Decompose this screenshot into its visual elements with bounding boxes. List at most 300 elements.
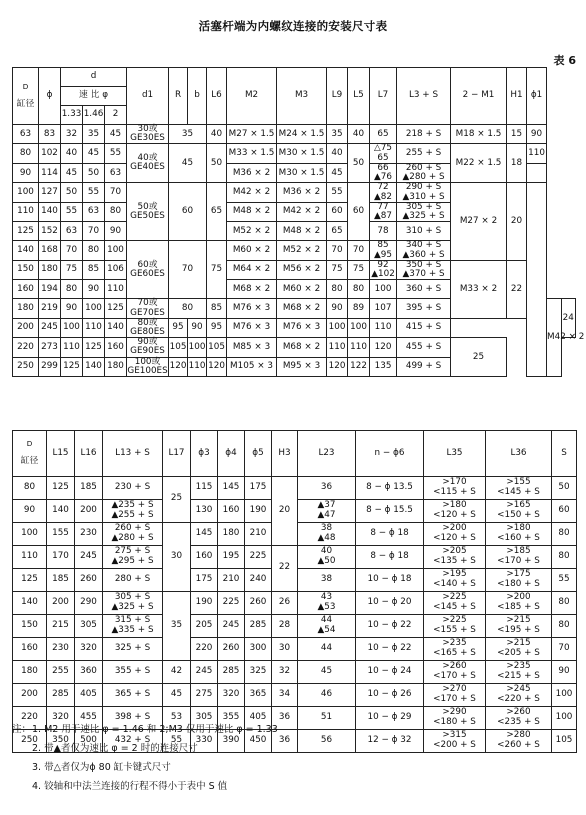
cell: 260: [245, 591, 272, 614]
header-n-phi6: n − ϕ6: [356, 431, 424, 477]
cell: ▲235 + S ▲255 + S: [103, 499, 163, 522]
cell: 10 − ϕ 24: [356, 660, 424, 683]
cell: >200 <185 + S: [486, 591, 552, 614]
cell: >155 <145 + S: [486, 476, 552, 499]
cell: 140: [47, 499, 75, 522]
cell: 405: [75, 683, 103, 706]
cell: 85: [207, 299, 227, 318]
header-L13S: L13 + S: [103, 431, 163, 477]
cell: 135: [370, 357, 397, 376]
cell: [527, 163, 547, 182]
cell: 275: [191, 683, 218, 706]
header-bore: [13, 431, 47, 477]
header-M2: M2: [227, 68, 277, 125]
cell: 100: [105, 241, 127, 260]
cell: 305 + S ▲325 + S: [397, 202, 451, 221]
cell: 35: [169, 125, 207, 144]
cell: 15: [507, 125, 527, 144]
cell: 44 ▲54: [298, 614, 356, 637]
cell: 55: [83, 183, 105, 202]
cell: 80: [105, 202, 127, 221]
cell: 60: [327, 202, 348, 221]
cell: 26: [272, 591, 298, 614]
cell: 63: [83, 202, 105, 221]
cell: 125: [61, 357, 83, 376]
cell: >165 <150 + S: [486, 499, 552, 522]
cell: 22: [272, 545, 298, 591]
cell: 140: [13, 591, 47, 614]
cell: >185 <170 + S: [486, 545, 552, 568]
cell: 80: [348, 280, 370, 299]
cell: 45: [105, 125, 127, 144]
cell: 100: [13, 522, 47, 545]
cell: 200: [47, 591, 75, 614]
table-row: [13, 614, 577, 637]
cell: 395 + S: [397, 299, 451, 318]
cell: 30: [272, 637, 298, 660]
cell: >195 <140 + S: [424, 568, 486, 591]
header-bore: [13, 68, 39, 125]
header-speed-ratio: 速 比 φ: [61, 87, 127, 106]
header-L17: L17: [163, 431, 191, 477]
cell: 390: [218, 729, 245, 752]
cell: 320: [75, 637, 103, 660]
cell: 80: [83, 241, 105, 260]
cell: 80: [552, 522, 577, 545]
header-b: b: [188, 68, 207, 125]
cell: 10 − ϕ 29: [356, 706, 424, 729]
cell: 140: [105, 318, 127, 337]
cell: M68 × 2: [227, 280, 277, 299]
cell: 53: [163, 706, 191, 729]
cell: 130: [191, 499, 218, 522]
cell: 70: [105, 183, 127, 202]
cell: 38 ▲48: [298, 522, 356, 545]
cell: M18 × 1.5: [451, 125, 507, 144]
cell: 180: [105, 357, 127, 376]
cell: 75: [348, 260, 370, 279]
cell: 285: [218, 660, 245, 683]
cell: 45: [327, 163, 348, 182]
cell: 110: [61, 338, 83, 357]
cell: 100: [188, 338, 207, 357]
table-row: [13, 476, 577, 499]
cell: M68 × 2: [277, 299, 327, 318]
cell: 365: [245, 683, 272, 706]
cell: 215: [47, 614, 75, 637]
cell: >180 <120 + S: [424, 499, 486, 522]
cell: 105: [169, 338, 188, 357]
cell: >180 <160 + S: [486, 522, 552, 545]
cell: 260 + S ▲280 + S: [397, 163, 451, 182]
cell: △75 65: [370, 144, 397, 163]
cell: 36: [272, 706, 298, 729]
header-D: D: [26, 439, 33, 449]
cell: 55: [163, 729, 191, 752]
cell: 100: [327, 318, 348, 337]
cell: 42: [163, 660, 191, 683]
cell: 245: [218, 614, 245, 637]
cell: 40: [207, 125, 227, 144]
cell: 125: [47, 476, 75, 499]
note-3: 3. 带△者仅为ϕ 80 缸卡键式尺寸: [32, 762, 171, 773]
cell: 125: [105, 299, 127, 318]
cell: [527, 183, 547, 377]
cell: 110: [13, 202, 39, 221]
cell: 18: [507, 144, 527, 183]
header-L23: L23: [298, 431, 356, 477]
notes: [12, 720, 572, 796]
cell: 40: [348, 125, 370, 144]
cell: 51: [298, 706, 356, 729]
cell: 35: [83, 125, 105, 144]
cell: 250: [13, 729, 47, 752]
cell: M68 × 2: [277, 338, 327, 357]
header-L35: L35: [424, 431, 486, 477]
cell: 310 + S: [397, 222, 451, 241]
cell: 60: [552, 499, 577, 522]
cell: 175: [191, 568, 218, 591]
cell: 22: [507, 260, 527, 318]
cell: 38: [298, 568, 356, 591]
cell: >260 <170 + S: [424, 660, 486, 683]
cell: 60: [348, 183, 370, 241]
cell: 122: [348, 357, 370, 376]
cell: 500: [75, 729, 103, 752]
header-H3: H3: [272, 431, 298, 477]
cell: 350 + S ▲370 + S: [397, 260, 451, 279]
cell: M52 × 2: [277, 241, 327, 260]
cell: 63: [13, 125, 39, 144]
cell: 45: [169, 144, 207, 183]
cell: 150: [13, 260, 39, 279]
cell: 100: [61, 318, 83, 337]
note-1: [12, 720, 572, 739]
cell: 40: [327, 144, 348, 163]
table-row: [13, 545, 577, 568]
cell: 70: [169, 241, 207, 299]
cell: 273: [39, 338, 61, 357]
cell: 280 + S: [103, 568, 163, 591]
cell: 365 + S: [103, 683, 163, 706]
header-M3: M3: [277, 68, 327, 125]
cell: 102: [39, 144, 61, 163]
cell: 190: [191, 591, 218, 614]
cell: 10 − ϕ 22: [356, 614, 424, 637]
cell: >235 <165 + S: [424, 637, 486, 660]
cell: 90: [105, 222, 127, 241]
header-L3S: L3 + S: [397, 68, 451, 125]
header-phi3: ϕ3: [191, 431, 218, 477]
cell: M24 × 1.5: [277, 125, 327, 144]
cell: 30: [163, 522, 191, 591]
cell: 127: [39, 183, 61, 202]
cell: 100: [348, 318, 370, 337]
cell: 230: [47, 637, 75, 660]
cell: 145: [191, 522, 218, 545]
page-title: 活塞杆端为内螺纹连接的安装尺寸表: [198, 19, 388, 33]
cell: 60: [169, 183, 207, 241]
cell: 8 − ϕ 15.5: [356, 499, 424, 522]
table-row: [13, 125, 576, 144]
cell: 90或 GE90ES: [127, 338, 169, 357]
cell: >170 <115 + S: [424, 476, 486, 499]
cell: 55: [61, 202, 83, 221]
cell: 499 + S: [397, 357, 451, 376]
cell: 40 ▲50: [298, 545, 356, 568]
cell: 55: [105, 144, 127, 163]
cell: >315 <200 + S: [424, 729, 486, 752]
table-row: [13, 318, 576, 337]
cell: 110: [527, 144, 547, 163]
cell: 305: [75, 614, 103, 637]
cell: 90: [527, 125, 547, 144]
cell: M76 × 3: [277, 318, 327, 337]
cell: 8 − ϕ 18: [356, 522, 424, 545]
cell: 350: [47, 729, 75, 752]
cell: 305 + S ▲325 + S: [103, 591, 163, 614]
cell: 85: [83, 260, 105, 279]
cell: 230 + S: [103, 476, 163, 499]
install-dimensions-table-2: [12, 430, 577, 753]
cell: M27 × 2: [451, 183, 507, 260]
cell: M76 × 3: [227, 299, 277, 318]
cell: 90: [13, 163, 39, 182]
cell: 50: [207, 144, 227, 183]
cell: 330: [191, 729, 218, 752]
cell: 70: [348, 241, 370, 260]
cell: 110: [105, 280, 127, 299]
cell: M30 × 1.5: [277, 163, 327, 182]
table-row: [13, 183, 576, 202]
cell: 28: [272, 614, 298, 637]
cell: M60 × 2: [277, 280, 327, 299]
cell: 75: [61, 260, 83, 279]
cell: 140: [39, 202, 61, 221]
cell: 140: [83, 357, 105, 376]
cell: 65: [370, 125, 397, 144]
cell: 120: [169, 357, 188, 376]
cell: 168: [39, 241, 61, 260]
cell: 120: [370, 338, 397, 357]
cell: 80或 GE80ES: [127, 318, 169, 337]
header-d: d: [61, 68, 127, 87]
cell: 90: [83, 280, 105, 299]
note-2: 2. 带▲者仅为速比 φ = 2 时的连接尺寸: [32, 743, 198, 754]
header-S: S: [552, 431, 577, 477]
cell: 415 + S: [397, 318, 451, 337]
cell: 106: [105, 260, 127, 279]
cell: M52 × 2: [227, 222, 277, 241]
notes-label: 注：: [12, 724, 32, 735]
cell: 160: [13, 280, 39, 299]
cell: M36 × 2: [227, 163, 277, 182]
cell: 8 − ϕ 13.5: [356, 476, 424, 499]
cell: >215 <195 + S: [486, 614, 552, 637]
cell: 195: [218, 545, 245, 568]
cell: 20: [272, 476, 298, 545]
table-row: [13, 683, 577, 706]
cell: 25: [163, 476, 191, 522]
cell: 100: [370, 280, 397, 299]
cell: 65: [207, 183, 227, 241]
cell: 35: [327, 125, 348, 144]
header-ratio-2: 1.46: [83, 106, 105, 125]
cell: 60或 GE60ES: [127, 241, 169, 299]
cell: 285: [47, 683, 75, 706]
cell: 10 − ϕ 20: [356, 591, 424, 614]
cell: 66 ▲76: [370, 163, 397, 182]
cell: 175: [245, 476, 272, 499]
cell: 36: [298, 476, 356, 499]
cell: 56: [298, 729, 356, 752]
cell: M33 × 2: [451, 260, 507, 318]
cell: 90: [327, 299, 348, 318]
header-L16: L16: [75, 431, 103, 477]
cell: 180: [13, 660, 47, 683]
cell: 245: [39, 318, 61, 337]
cell: 200: [13, 683, 47, 706]
cell: 110: [188, 357, 207, 376]
cell: >200 <120 + S: [424, 522, 486, 545]
cell: 45: [298, 660, 356, 683]
cell: 80: [169, 299, 207, 318]
cell: 72 ▲82: [370, 183, 397, 202]
cell: 260: [75, 568, 103, 591]
cell: M42 × 2: [547, 299, 561, 377]
cell: 290: [75, 591, 103, 614]
cell: 160: [218, 499, 245, 522]
cell: 32: [61, 125, 83, 144]
cell: 85 ▲95: [370, 241, 397, 260]
cell: 8 − ϕ 18: [356, 545, 424, 568]
cell: 110: [13, 545, 47, 568]
cell: 80: [61, 280, 83, 299]
cell: 355: [218, 706, 245, 729]
cell: M48 × 2: [227, 202, 277, 221]
cell: 55: [327, 183, 348, 202]
cell: M42 × 2: [227, 183, 277, 202]
cell: >235 <215 + S: [486, 660, 552, 683]
cell: 325: [245, 660, 272, 683]
cell: 125: [13, 222, 39, 241]
table-row: [13, 144, 576, 163]
cell: 50: [61, 183, 83, 202]
cell: 105: [552, 729, 577, 752]
cell: 360: [75, 660, 103, 683]
cell: >260 <235 + S: [486, 706, 552, 729]
cell: 190: [245, 499, 272, 522]
cell: 275 + S ▲295 + S: [103, 545, 163, 568]
note-4: 4. 铰轴和中法兰连接的行程不得小于表中 S 值: [32, 781, 228, 792]
cell: 120: [327, 357, 348, 376]
cell: 250: [13, 357, 39, 376]
cell: M36 × 2: [277, 183, 327, 202]
header-H1: H1: [507, 68, 527, 125]
cell: 44: [298, 637, 356, 660]
cell: 225: [218, 591, 245, 614]
cell: 36: [272, 729, 298, 752]
cell: 78: [370, 222, 397, 241]
cell: 50或 GE50ES: [127, 183, 169, 241]
cell: 219: [39, 299, 61, 318]
header-L6: L6: [207, 68, 227, 125]
cell: 24: [561, 299, 575, 338]
table-row: [13, 338, 576, 357]
cell: >225 <155 + S: [424, 614, 486, 637]
cell: 35: [163, 591, 191, 660]
cell: 285: [245, 614, 272, 637]
cell: 92 ▲102: [371, 259, 395, 280]
cell: 180: [39, 260, 61, 279]
cell: 299: [39, 357, 61, 376]
cell: 75: [327, 260, 348, 279]
cell: 170: [47, 545, 75, 568]
cell: 225: [245, 545, 272, 568]
cell: 32: [272, 660, 298, 683]
cell: 305: [191, 706, 218, 729]
cell: 95: [169, 318, 188, 337]
cell: 185: [75, 476, 103, 499]
cell: ▲37 ▲47: [298, 499, 356, 522]
cell: 210: [218, 568, 245, 591]
header-D: D: [22, 81, 29, 91]
table-number: 表 6: [553, 54, 576, 67]
table-row: [13, 637, 577, 660]
cell: 290 + S ▲310 + S: [397, 183, 451, 202]
cell: 50: [552, 476, 577, 499]
cell: 180: [13, 299, 39, 318]
cell: 220: [13, 706, 47, 729]
cell: >205 <135 + S: [424, 545, 486, 568]
cell: 110: [83, 318, 105, 337]
cell: 160: [13, 637, 47, 660]
cell: M48 × 2: [277, 222, 327, 241]
cell: 110: [348, 338, 370, 357]
cell: M42 × 2: [277, 202, 327, 221]
cell: 70: [327, 241, 348, 260]
cell: 80: [552, 591, 577, 614]
cell: 83: [39, 125, 61, 144]
cell: 55: [552, 568, 577, 591]
cell: >175 <180 + S: [486, 568, 552, 591]
cell: 218 + S: [397, 125, 451, 144]
table-header-row: [13, 431, 577, 477]
cell: M85 × 3: [227, 338, 277, 357]
cell: 405: [245, 706, 272, 729]
cell: 340 + S ▲360 + S: [397, 241, 451, 260]
cell: M60 × 2: [227, 241, 277, 260]
cell: 45: [61, 163, 83, 182]
cell: 160: [191, 545, 218, 568]
cell: 320: [47, 706, 75, 729]
cell: 114: [39, 163, 61, 182]
cell: M27 × 1.5: [227, 125, 277, 144]
cell: 50: [348, 144, 370, 183]
cell: 65: [327, 222, 348, 241]
cell: 100: [552, 706, 577, 729]
cell: M22 × 1.5: [451, 144, 507, 183]
cell: 12 − ϕ 32: [356, 729, 424, 752]
table-row: [13, 660, 577, 683]
install-dimensions-table-1: [12, 67, 585, 377]
header-bore-label: 缸径: [16, 98, 35, 109]
cell: >225 <145 + S: [424, 591, 486, 614]
table-row: [13, 260, 576, 279]
cell: 125: [13, 568, 47, 591]
cell: 398 + S: [103, 706, 163, 729]
cell: 120: [207, 357, 227, 376]
